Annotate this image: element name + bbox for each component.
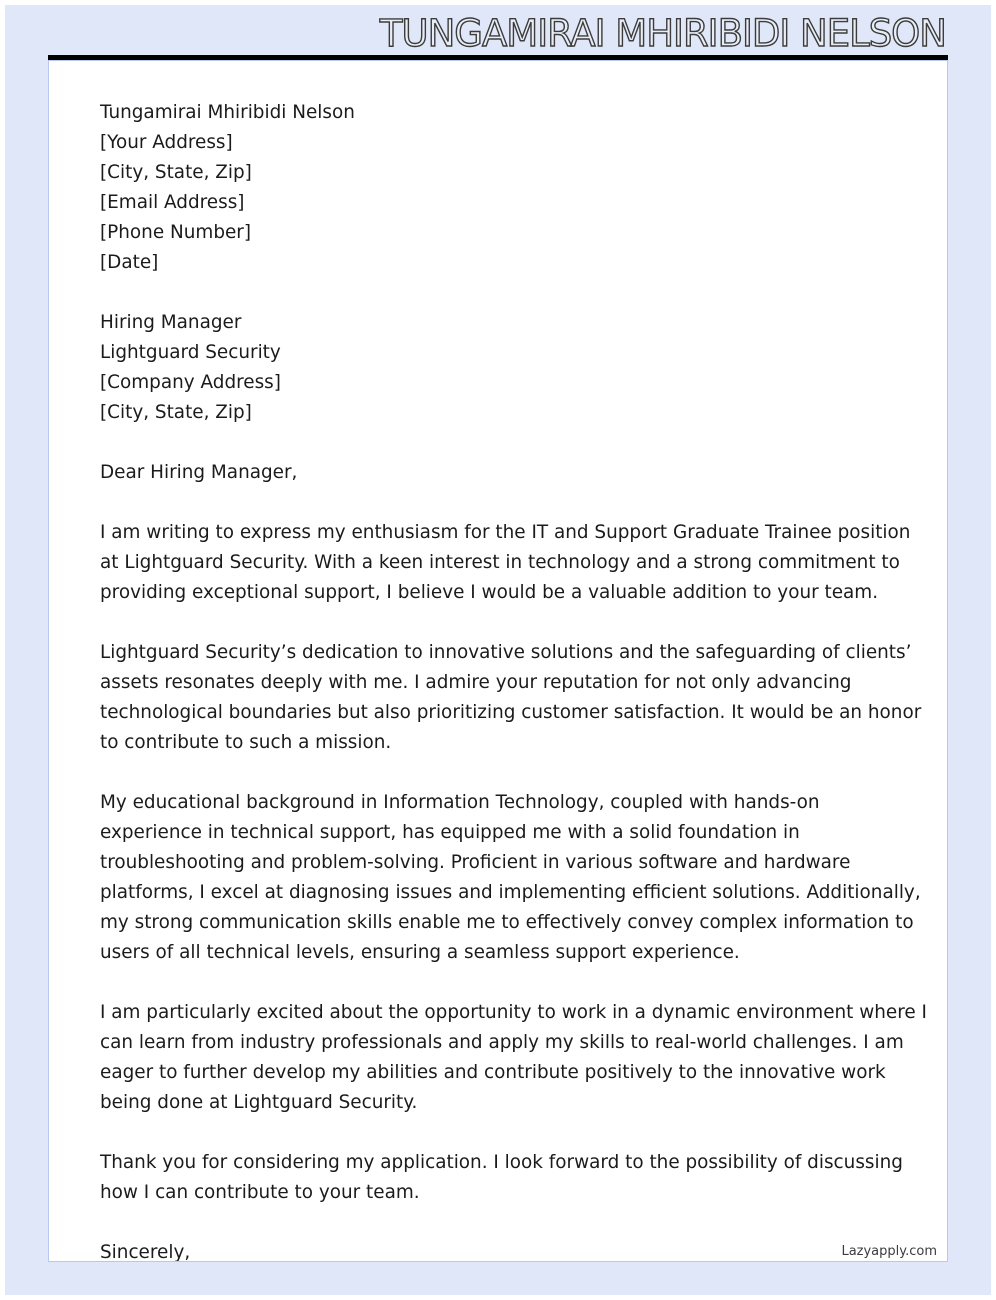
- paragraph-line: troubleshooting and problem-solving. Proficient in various software and hardware: [100, 852, 851, 873]
- paragraph-line: assets resonates deeply with me. I admire your reputation for not only advancing: [100, 672, 852, 693]
- letter-paragraph: [100, 638, 922, 758]
- recipient-title: Hiring Manager: [100, 312, 242, 333]
- sender-name: Tungamirai Mhiribidi Nelson: [100, 102, 355, 123]
- salutation: Dear Hiring Manager,: [100, 462, 298, 483]
- letter-paragraph: [100, 518, 911, 608]
- paragraph-line: My educational background in Information Technology, coupled with hands-on: [100, 792, 820, 813]
- paragraph-line: to contribute to such a mission.: [100, 732, 392, 753]
- header-name: TUNGAMIRAI MHIRIBIDI NELSON: [379, 12, 946, 55]
- spacer: [100, 488, 900, 518]
- letter-date: [Date]: [100, 252, 159, 273]
- paragraph-line: technological boundaries but also prioritizing customer satisfaction. It would be an honor: [100, 702, 922, 723]
- spacer: [100, 428, 900, 458]
- paragraph-line: at Lightguard Security. With a keen interest in technology and a strong commitment to: [100, 552, 900, 573]
- paragraph-line: I am writing to express my enthusiasm for the IT and Support Graduate Trainee position: [100, 522, 911, 543]
- sender-city: [City, State, Zip]: [100, 162, 252, 183]
- sender-email: [Email Address]: [100, 192, 245, 213]
- paragraph-line: users of all technical levels, ensuring a seamless support experience.: [100, 942, 740, 963]
- paragraph-line: can learn from industry professionals and apply my skills to real-world challenges. I am: [100, 1032, 904, 1053]
- paragraph-line: how I can contribute to your team.: [100, 1182, 420, 1203]
- paragraph-line: my strong communication skills enable me to effectively convey complex information to: [100, 912, 914, 933]
- letter-paragraph: [100, 788, 921, 968]
- recipient-address: [Company Address]: [100, 372, 281, 393]
- paragraph-line: I am particularly excited about the opportunity to work in a dynamic environment where I: [100, 1002, 927, 1023]
- paragraph-line: platforms, I excel at diagnosing issues and implementing efficient solutions. Additionally,: [100, 882, 921, 903]
- paragraph-line: being done at Lightguard Security.: [100, 1092, 418, 1113]
- recipient-company: Lightguard Security: [100, 342, 281, 363]
- sender-block: [100, 98, 900, 278]
- spacer: [100, 1208, 900, 1238]
- sender-address: [Your Address]: [100, 132, 233, 153]
- paragraph-line: experience in technical support, has equipped me with a solid foundation in: [100, 822, 800, 843]
- paragraph-line: eager to further develop my abilities and contribute positively to the innovative work: [100, 1062, 886, 1083]
- paragraph-line: Lightguard Security’s dedication to innovative solutions and the safeguarding of clients’: [100, 642, 912, 663]
- paragraph-line: Thank you for considering my application. I look forward to the possibility of discussing: [100, 1152, 903, 1173]
- letter-paragraphs: [100, 518, 927, 1208]
- spacer: [100, 278, 900, 308]
- recipient-block: [100, 308, 900, 428]
- letter-paragraph: [100, 1148, 903, 1208]
- paragraph-line: providing exceptional support, I believe I would be a valuable addition to your team.: [100, 582, 879, 603]
- sender-phone: [Phone Number]: [100, 222, 252, 243]
- letter-paragraph: [100, 998, 927, 1118]
- letter-page: [48, 60, 948, 1262]
- closing: Sincerely,: [100, 1242, 191, 1262]
- recipient-city: [City, State, Zip]: [100, 402, 252, 423]
- watermark: Lazyapply.com: [841, 1244, 937, 1259]
- letter-body: [100, 98, 927, 1262]
